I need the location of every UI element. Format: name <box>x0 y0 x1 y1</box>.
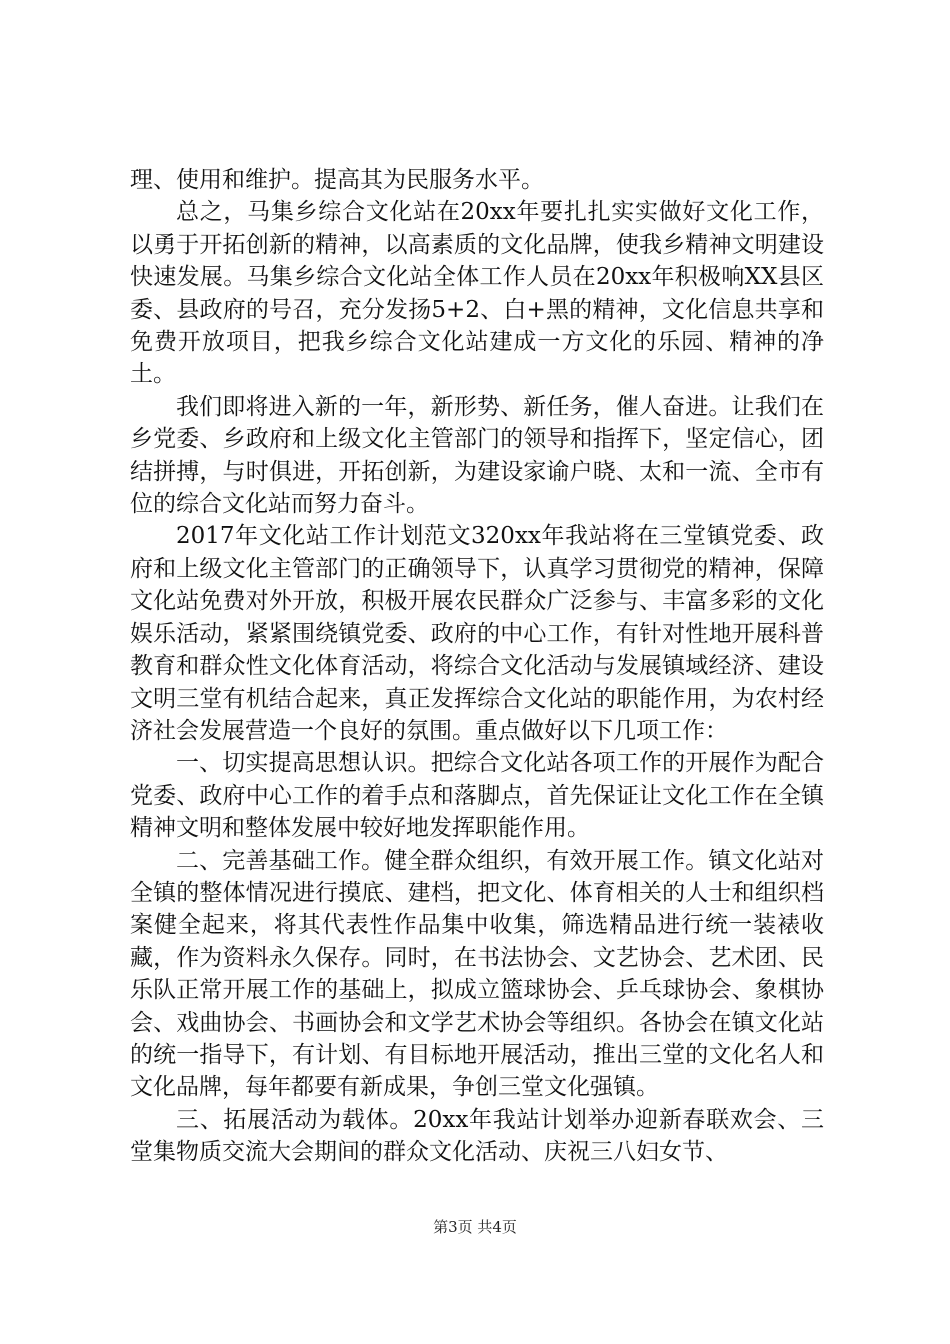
paragraph-plan-intro: 2017年文化站工作计划范文320xx年我站将在三堂镇党委、政府和上级文化主管部门的正确领导下，认真学习贯彻党的精神，保障文化站免费对外开放，积极开展农民群众广泛参与、丰富多彩的文化娱乐活动，紧紧围绕镇党委、政府的中心工作，有针对性地开展科普教育和群众性文化体育活动，将综合文化活动与发展镇域经济、建设文明三堂有机结合起来，真正发挥综合文化站的职能作用，为农村经济社会发展营造一个良好的氛围。重点做好以下几项工作： <box>130 523 824 744</box>
paragraph-continuation: 理、使用和维护。提高其为民服务水平。 <box>130 167 544 193</box>
paragraph-item-two: 二、完善基础工作。健全群众组织，有效开展工作。镇文化站对全镇的整体情况进行摸底、建档，把文化、体育相关的人士和组织档案健全起来，将其代表性作品集中收集，筛选精品进行统一装裱收藏，作为资料永久保存。同时，在书法协会、文艺协会、艺术团、民乐队正常开展工作的基础上，拟成立篮球协会、乒乓球协会、象棋协会、戏曲协会、书画协会和文学艺术协会等组织。各协会在镇文化站的统一指导下，有计划、有目标地开展活动，推出三堂的文化名人和文化品牌，每年都要有新成果，争创三堂文化强镇。 <box>130 847 824 1101</box>
paragraph-item-three: 三、拓展活动为载体。20xx年我站计划举办迎新春联欢会、三堂集物质交流大会期间的群众文化活动、庆祝三八妇女节、 <box>130 1106 824 1166</box>
paragraph-summary: 总之，马集乡综合文化站在20xx年要扎扎实实做好文化工作，以勇于开拓创新的精神，以高素质的文化品牌，使我乡精神文明建设快速发展。马集乡综合文化站全体工作人员在20xx年积极响XX县区委、县政府的号召，充分发扬5+2、白+黑的精神，文化信息共享和免费开放项目，把我乡综合文化站建成一方文化的乐园、精神的净土。 <box>130 199 824 388</box>
paragraph-new-year: 我们即将进入新的一年，新形势、新任务，催人奋进。让我们在乡党委、乡政府和上级文化主管部门的领导和指挥下，坚定信心，团结拼搏，与时俱进，开拓创新，为建设家谕户晓、太和一流、全市有位的综合文化站而努力奋斗。 <box>130 393 824 518</box>
paragraph-item-one: 一、切实提高思想认识。把综合文化站各项工作的开展作为配合党委、政府中心工作的着手点和落脚点，首先保证让文化工作在全镇精神文明和整体发展中较好地发挥职能作用。 <box>130 750 824 842</box>
page-footer: 第3页 共4页 <box>433 1218 517 1236</box>
document-body <box>130 164 824 1169</box>
